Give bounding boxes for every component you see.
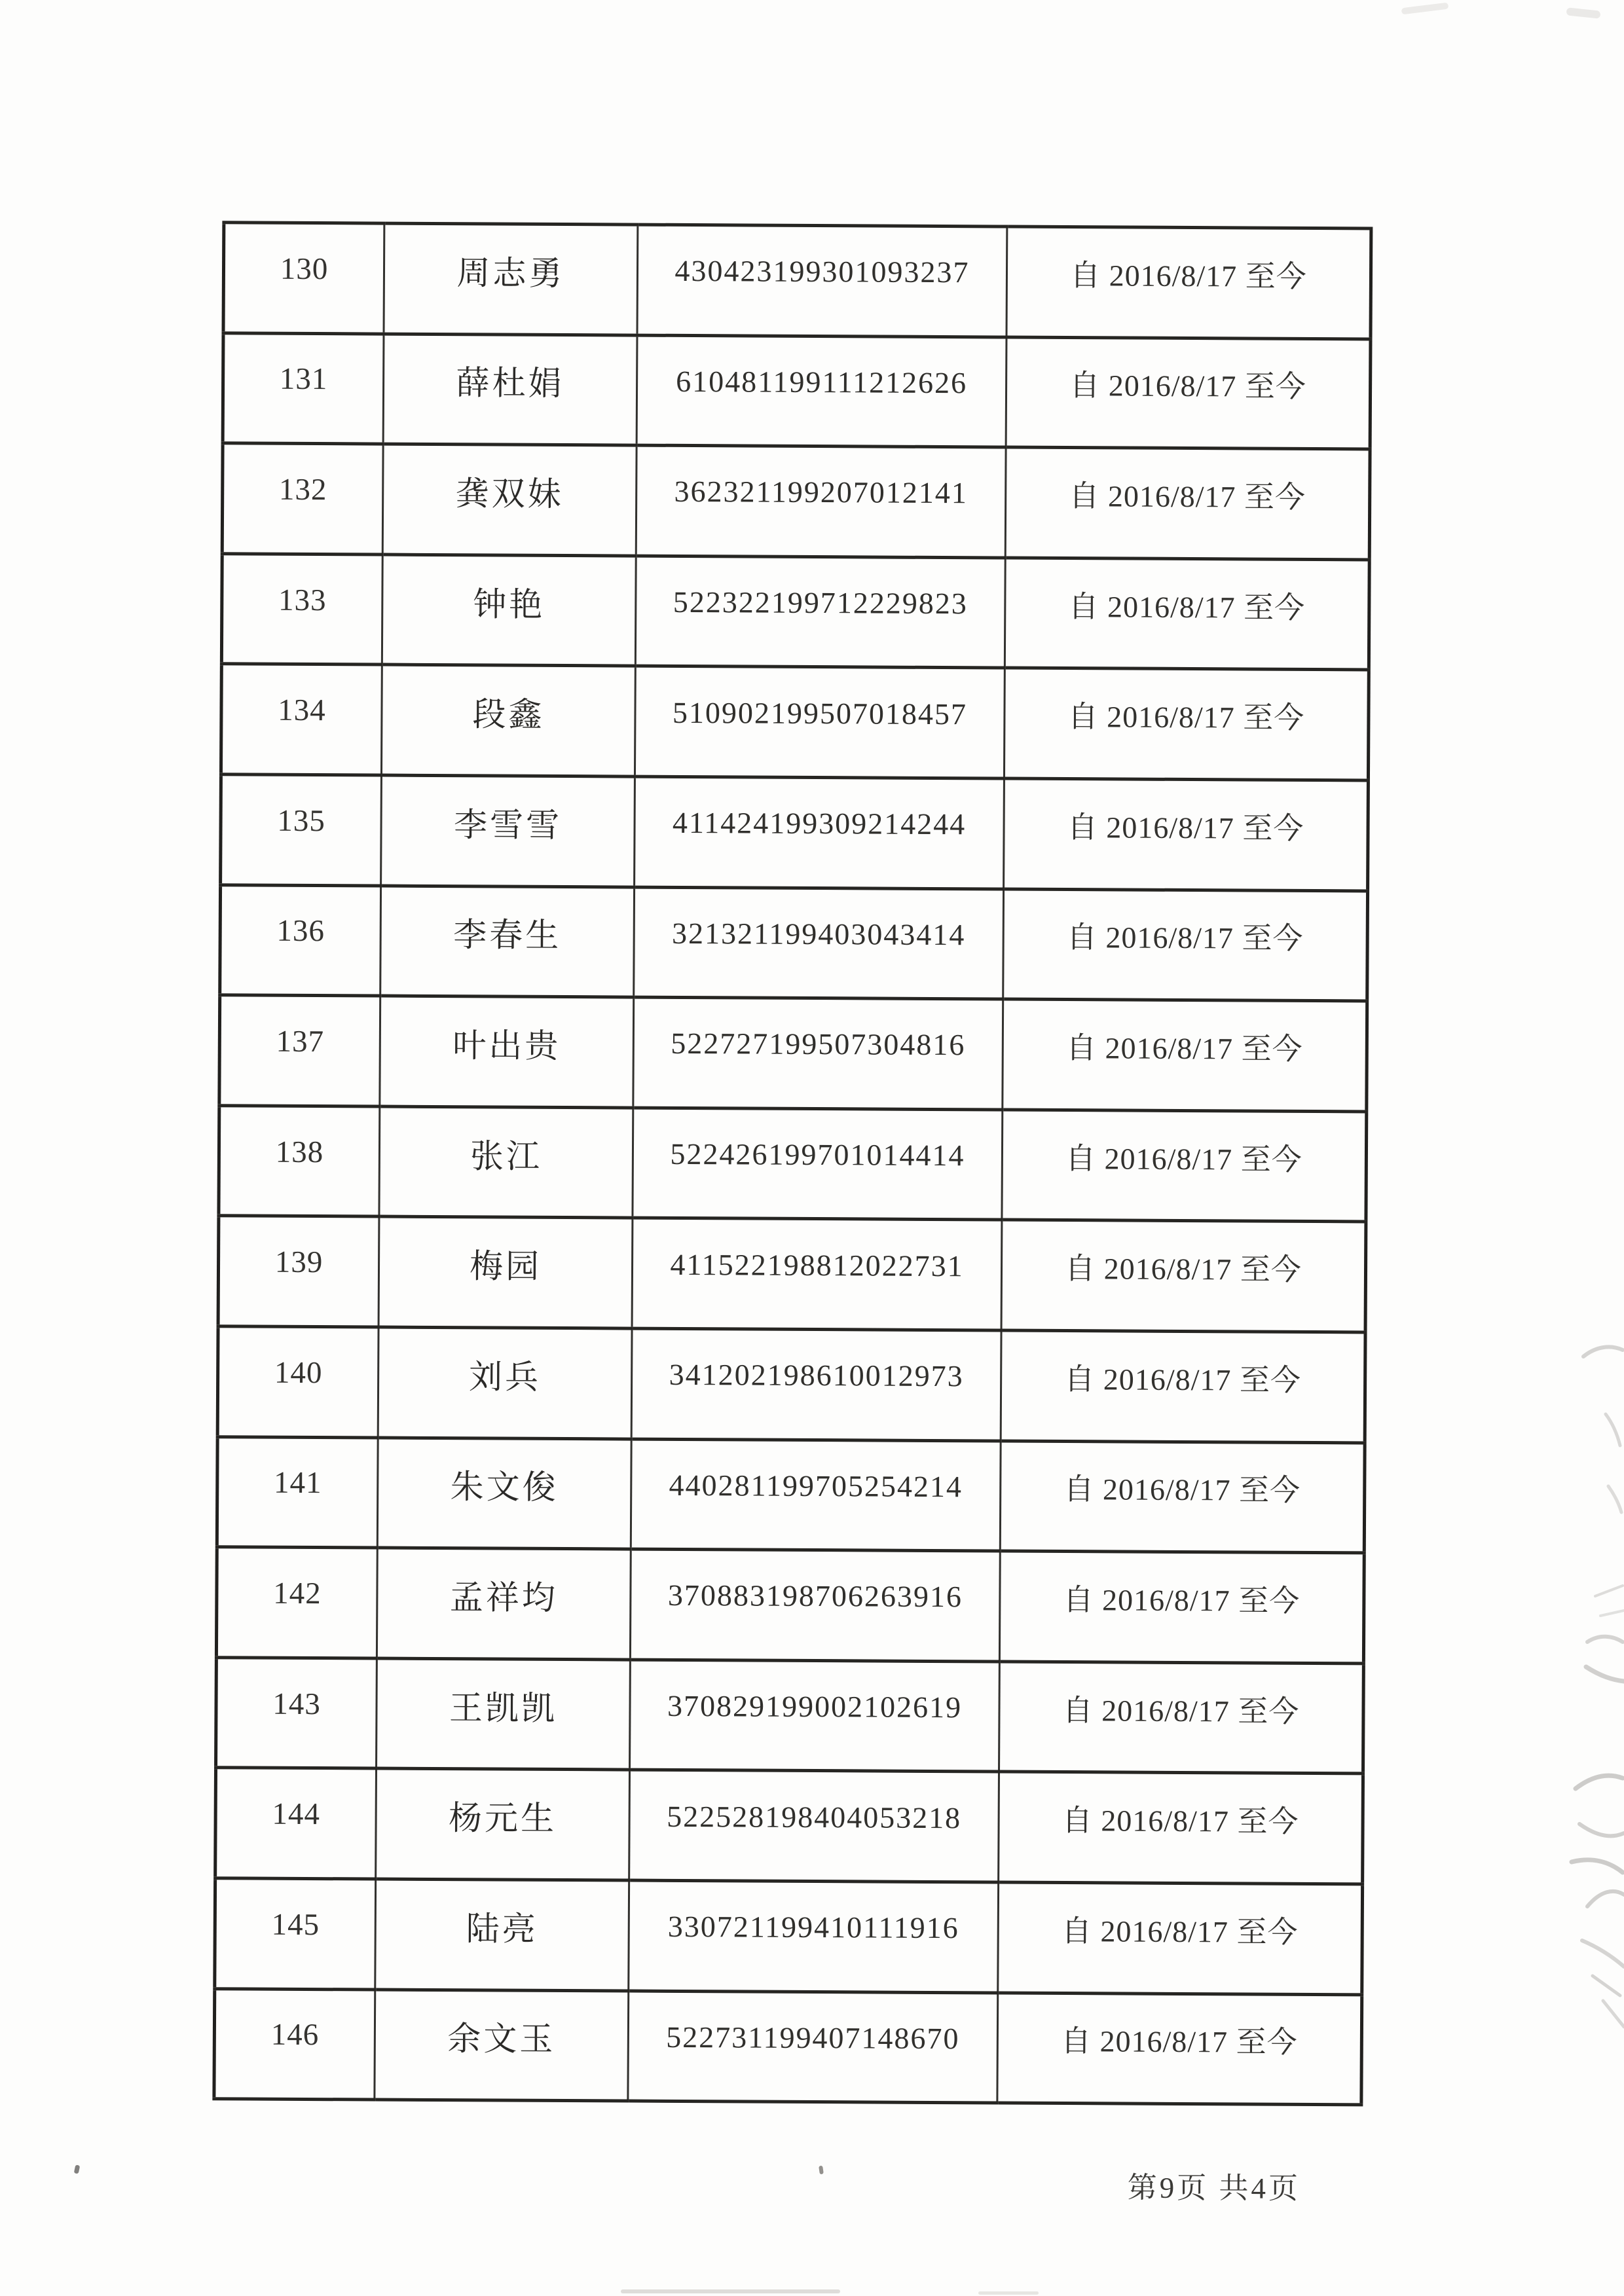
cell-period: 自 2016/8/17 至今	[1004, 668, 1369, 780]
cell-row-number: 141	[217, 1436, 378, 1548]
table-body	[214, 223, 1371, 2105]
scan-streak-bottom	[621, 2289, 840, 2293]
scan-streak-bottom-2	[978, 2291, 1039, 2295]
cell-name: 梅园	[378, 1216, 633, 1328]
cell-row-number: 136	[220, 884, 381, 996]
cell-name: 钟艳	[382, 555, 636, 666]
cell-name: 杨元生	[376, 1768, 630, 1880]
cell-id-number: 370883198706263916	[630, 1549, 1000, 1662]
cell-period: 自 2016/8/17 至今	[1006, 227, 1371, 339]
cell-row-number: 131	[223, 333, 384, 444]
cell-name: 薛杜娟	[383, 334, 637, 446]
cell-row-number: 138	[219, 1106, 380, 1217]
cell-name: 叶出贵	[380, 996, 634, 1108]
cell-row-number: 133	[221, 554, 382, 665]
cell-row-number: 146	[214, 1988, 375, 2100]
cell-name: 刘兵	[378, 1327, 632, 1439]
cell-id-number: 330721199410111916	[629, 1880, 999, 1993]
cell-period: 自 2016/8/17 至今	[1003, 889, 1368, 1002]
table-row	[217, 1436, 1365, 1553]
cell-id-number: 411522198812022731	[632, 1218, 1002, 1330]
table-row	[219, 995, 1367, 1112]
table-row	[215, 1768, 1363, 1884]
cell-period: 自 2016/8/17 至今	[1006, 337, 1371, 450]
table-row	[219, 1106, 1367, 1222]
page-footer: 第9页 共4页	[1127, 2171, 1301, 2205]
cell-name: 龚双妹	[382, 444, 637, 556]
cell-period: 自 2016/8/17 至今	[999, 1772, 1363, 1884]
table-row	[216, 1657, 1364, 1774]
cell-name: 余文玉	[375, 1990, 629, 2102]
cell-period: 自 2016/8/17 至今	[998, 1882, 1363, 1995]
cell-id-number: 430423199301093237	[637, 225, 1007, 337]
cell-row-number: 130	[223, 223, 384, 334]
cell-name: 朱文俊	[377, 1438, 631, 1550]
table-row	[216, 1547, 1364, 1664]
cell-row-number: 137	[219, 995, 380, 1106]
table-row	[223, 333, 1371, 449]
cell-id-number: 610481199111212626	[637, 335, 1006, 448]
cell-name: 周志勇	[384, 223, 638, 335]
cell-id-number: 522731199407148670	[628, 1991, 998, 2104]
cell-id-number: 440281199705254214	[631, 1439, 1001, 1552]
cell-id-number: 362321199207012141	[636, 445, 1006, 558]
cell-name: 李雪雪	[381, 775, 635, 887]
cell-id-number: 370829199002102619	[630, 1660, 1000, 1772]
cell-id-number: 510902199507018457	[635, 666, 1005, 778]
cell-id-number: 522727199507304816	[633, 997, 1003, 1110]
cell-period: 自 2016/8/17 至今	[1002, 1110, 1367, 1222]
cell-name: 张江	[379, 1106, 633, 1218]
cell-period: 自 2016/8/17 至今	[1003, 999, 1367, 1112]
cell-name: 李春生	[380, 886, 635, 998]
cell-id-number: 522528198404053218	[629, 1770, 999, 1882]
cell-row-number: 139	[218, 1216, 379, 1327]
cell-name: 段鑫	[381, 665, 635, 776]
table-row	[217, 1326, 1365, 1443]
table-row	[221, 774, 1369, 891]
table-row	[222, 443, 1370, 560]
table-row	[221, 554, 1369, 670]
scan-artifact-right-edge	[1532, 1283, 1624, 2043]
cell-name: 孟祥均	[377, 1548, 631, 1660]
cell-row-number: 145	[215, 1878, 376, 1990]
cell-id-number: 411424199309214244	[635, 776, 1005, 889]
table-row	[223, 223, 1371, 339]
cell-row-number: 144	[215, 1768, 377, 1879]
cell-row-number: 134	[221, 664, 382, 775]
table-row	[220, 884, 1368, 1001]
cell-id-number: 321321199403043414	[634, 887, 1004, 1000]
roster-table	[212, 221, 1373, 2106]
table-row	[215, 1878, 1363, 1995]
cell-period: 自 2016/8/17 至今	[1005, 447, 1370, 560]
cell-name: 王凯凯	[377, 1658, 631, 1770]
cell-id-number: 522322199712229823	[635, 556, 1005, 668]
table-row	[214, 1988, 1362, 2105]
cell-period: 自 2016/8/17 至今	[1005, 558, 1369, 670]
cell-period: 自 2016/8/17 至今	[1001, 1330, 1365, 1443]
cell-row-number: 143	[216, 1657, 377, 1768]
cell-period: 自 2016/8/17 至今	[1001, 1220, 1366, 1332]
cell-row-number: 140	[217, 1326, 378, 1438]
cell-row-number: 142	[216, 1547, 377, 1658]
cell-row-number: 132	[222, 443, 383, 555]
cell-period: 自 2016/8/17 至今	[999, 1551, 1364, 1664]
cell-id-number: 341202198610012973	[631, 1328, 1001, 1441]
cell-period: 自 2016/8/17 至今	[999, 1662, 1364, 1774]
table-row	[221, 664, 1369, 780]
table-row	[218, 1216, 1366, 1332]
cell-row-number: 135	[221, 774, 382, 886]
cell-name: 陆亮	[375, 1879, 629, 1991]
cell-period: 自 2016/8/17 至今	[997, 1993, 1362, 2105]
cell-id-number: 522426199701014414	[633, 1108, 1003, 1220]
cell-period: 自 2016/8/17 至今	[1000, 1441, 1365, 1554]
cell-period: 自 2016/8/17 至今	[1004, 778, 1369, 891]
